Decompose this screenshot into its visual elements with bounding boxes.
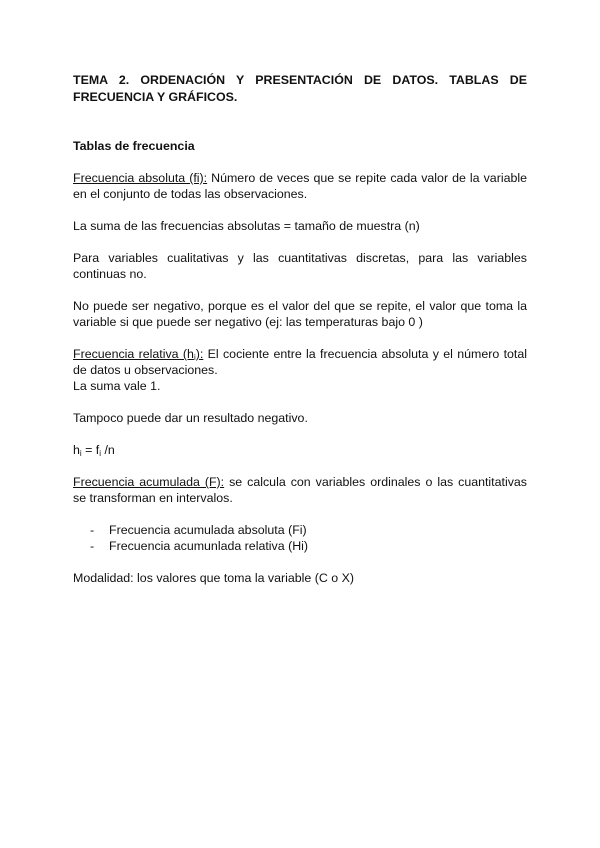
freq-relativa-term — [73, 347, 203, 361]
modalidad-paragraph: Modalidad: los valores que toma la variable (C o X) — [73, 571, 354, 585]
list-bullet: - — [90, 523, 95, 537]
title-line-1: TEMA 2. ORDENACIÓN Y PRESENTACIÓN DE DATOS. TABLAS DE — [73, 73, 527, 87]
document-body — [73, 72, 527, 586]
freq-relativa-suma: La suma vale 1. — [73, 379, 161, 393]
freq-absoluta-term: Frecuencia absoluta (fi): — [73, 171, 208, 185]
freq-relativa-paragraph — [73, 346, 527, 378]
formula-tail: /n — [101, 443, 115, 457]
list-item — [73, 538, 527, 554]
negativo-paragraph: No puede ser negativo, porque es el valor del que se repite, el valor que toma la variable si que puede ser negativo (ej: las temperaturas bajo 0 ) — [73, 299, 527, 329]
document-title — [73, 72, 527, 106]
variables-paragraph: Para variables cualitativas y las cuantitativas discretas, para las variables continuas no. — [73, 251, 527, 281]
freq-absoluta-paragraph — [73, 170, 527, 202]
tampoco-paragraph: Tampoco puede dar un resultado negativo. — [73, 411, 308, 425]
formula-h: h — [73, 443, 80, 457]
freq-acumulada-term: Frecuencia acumulada (F): — [73, 475, 225, 489]
freq-relativa-definition: El cociente entre la frecuencia absoluta y el número total de datos u observaciones. — [73, 347, 528, 377]
formula-f-sub: i — [99, 449, 102, 458]
list-item — [73, 522, 527, 538]
freq-absoluta-definition: Número de veces que se repite cada valor de la variable en el conjunto de todas las observaciones. — [73, 171, 527, 201]
section-heading: Tablas de frecuencia — [73, 139, 195, 153]
list-item-text: Frecuencia acumulada absoluta (Fi) — [109, 523, 307, 537]
suma-absolutas-paragraph: La suma de las frecuencias absolutas = tamaño de muestra (n) — [73, 219, 420, 233]
formula-paragraph — [73, 442, 527, 458]
formula-eq: = f — [81, 443, 100, 457]
freq-acumulada-paragraph — [73, 474, 527, 506]
list-bullet: - — [90, 539, 95, 553]
freq-relativa-term-end: ): — [195, 347, 204, 361]
title-line-2: FRECUENCIA Y GRÁFICOS. — [73, 90, 238, 104]
freq-acumulada-definition: se calcula con variables ordinales o las cuantitativas se transforman en intervalos. — [73, 475, 527, 505]
list-item-text: Frecuencia acumunlada relativa (Hi) — [109, 539, 309, 553]
formula-h-sub: i — [79, 449, 82, 458]
freq-relativa-term-sub: i — [193, 353, 196, 362]
freq-relativa-term-base: Frecuencia relativa (h — [73, 347, 194, 361]
acumulada-list — [73, 522, 527, 554]
